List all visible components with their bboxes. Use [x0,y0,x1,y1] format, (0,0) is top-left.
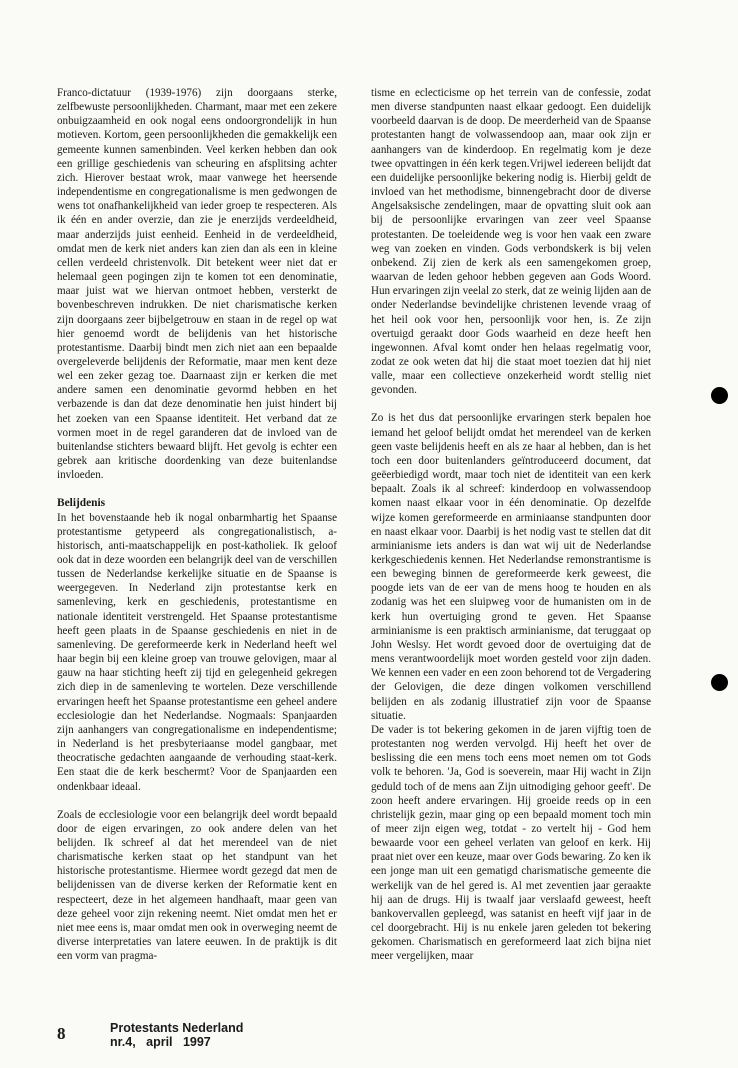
section-heading-belijdenis: Belijdenis [57,497,106,510]
left-paragraph-2: In het bovenstaande heb ik nogal onbarmhartig het Spaanse protestantisme getypeerd als congregationalistisch, a-historisch, anti-maatschappelijk en post-katholiek. Ik geloof ook dat in deze woorden een belangrijk deel van de verschillen tussen de Nederlandse kerkelijke situatie en de Spaanse is weergegeven. In Nederland zijn protestantse kerk en samenleving, kerk en geschiedenis, protestantisme en nationale identiteit verstrengeld. Het Spaanse protestantisme heeft geen plaats in de Spaanse geschiedenis en niet in de samenleving. De gereformeerde kerk in Nederland heeft wel haar begin bij een kleine groep van trouwe gelovigen, maar al gauw na haar stichting heeft zij tijd en gelegenheid gekregen zich diep in de samenleving te wortelen. Deze verschillende ervaringen heeft het Spaanse protestantisme een geheel andere ecclesiologie dan het Nederlandse. Nogmaals: Spanjaarden zijn aanhangers van congregationalisme en independentisme; in Nederland is het presbyteriaanse model gangbaar, met theocratische gedachten aangaande de verhouding staat-kerk. Een staat die de kerk beschermt? Voor de Spanjaarden een ondenkbaar ideaal. [57,511,337,793]
publication-footer [110,1021,243,1049]
issue-info: nr.4, april 1997 [110,1035,211,1049]
page-number: 8 [57,1024,66,1043]
left-paragraph-3: Zoals de ecclesiologie voor een belangrijk deel wordt bepaald door de eigen ervaringen, zo ook andere delen van het belijden. Ik schreef al dat het merendeel van de niet charismatische kerken staat op het standpunt van het historische protestantisme. Hiermee wordt gezegd dat men de belijdenissen van de diverse kerken der Reformatie kent en respecteert, deze in het algemeen handhaaft, maar geen van deze geheel voor zijn rekening neemt. Niet omdat men het er niet mee eens is, maar omdat men ook in overweging neemt de diverse interpretaties van latere eeuwen. In de praktijk is dit een vorm van pragma- [57,808,337,963]
right-paragraph-2: Zo is het dus dat persoonlijke ervaringen sterk bepalen hoe iemand het geloof belijdt omdat het merendeel van de kerken geen vaste belijdenis heeft en als ze haar al hebben, dan is het toch een door buitenlanders geïntroduceerd document, dat geëerbiedigd wordt, maar toch niet de identiteit van een kerk bepaalt. Zoals ik al schreef: kinderdoop en volwassendoop komen naast elkaar voor in één denominatie. Op dezelfde wijze komen gereformeerde en arminiaanse standpunten door en naast elkaar voor. Daarbij is het nodig vast te stellen dat dit arminianisme iets anders is dan wat wij uit de Nederlandse kerkgeschiedenis kennen. Het Nederlandse remonstrantisme is een beweging binnen de gereformeerde kerk geweest, die poogde iets van de eer van de mens hoog te houden en als zodanig was het een sluipweg voor de humanisten om in de kerk hun overtuiging grond te geven. Het Spaanse arminianisme is een praktisch arminianisme, dat teruggaat op John Weslsy. Het wordt gevoed door de overtuiging dat de mens verantwoordelijk moet worden gesteld voor zijn daden. We kennen een vader en een zoon behorend tot de Vergadering der Gelovigen, die deze dingen volkomen verschillend belijden en als zodanig illustratief zijn voor de Spaanse situatie. [371,412,651,722]
left-paragraph-1: Franco-dictatuur (1939-1976) zijn doorgaans sterke, zelfbewuste persoonlijkheden. Charmant, maar met een zekere onbuigzaamheid en ook nogal eens ondoorgrondelijk in hun motieven. Kortom, geen persoonlijkheden die gemakkelijk een gemeente kunnen samenbinden. Veel kerken hebben dan ook een grillige geschiedenis van scheuring en afsplitsing achter zich. Hierover bestaat wrok, maar vanwege het heersende independentisme en congregationalisme is men gedwongen de wens tot onafhankelijkheid van ieder groep te respecteren. Als ik één en ander overzie, dan zie je enerzijds verdeeldheid, maar anderzijds juist eenheid. Eenheid in de verdeeldheid, omdat men de kerk niet anders kan zien dan als een in kleine cellen verdeeld christenvolk. Dit betekent weer niet dat er helemaal geen pogingen zijn te komen tot een denominatie, maar juist wat we hiervan ontmoet hebben, versterkt de bovenbeschreven indrukken. De niet charismatische kerken zijn doorgaans zeer bijbelgetrouw en staan in de regel op wat hier genoemd wordt de belijdenis van het historische protestantisme. Daarbij bindt men zich niet aan een bepaalde overgeleverde belijdenis der Reformatie, maar men kent deze wel een zeker gezag toe. Daarnaast zijn er kerken die met andere samen een denominatie gevormd hebben en het verbazende is dan dat deze denominatie hen juist hindert bij het zoeken van een Spaanse identiteit. Het verband dat ze vormen moet in de regel garanderen dat de invloed van de buitenlandse stichters bewaard blijft. Het gevolg is echter een gebrek aan kritische doordenking van deze buitenlandse invloeden. [57,87,337,482]
right-paragraph-3: De vader is tot bekering gekomen in de jaren vijftig toen de protestanten nog werden vervolgd. Hij heeft het over de beslissing die een mens toch eens moet nemen om tot Gods volk te behoren. 'Ja, God is soeverein, maar Hij wacht in Zijn geduld toch of de mens aan Zijn uitnodiging gehoor geeft'. De zoon heeft andere ervaringen. Hij groeide reeds op in een christelijk gezin, maar ging op een bepaald moment toch min of meer zijn eigen weg, totdat - zo vertelt hij - God hem bewaarde voor een geheel verlaten van geloof en kerk. Hij praat niet over een keuze, maar over Gods bewaring. Zo ken ik een jonge man uit een gematigd charismatische gemeente die werkelijk van de hel gered is. Al met zeventien jaar geraakte hij aan de drugs. Hij is twaalf jaar verslaafd geweest, heeft bankovervallen gepleegd, was satanist en heeft vijf jaar in de cel doorgebracht. Hij is nu enkele jaren geleden tot bekering gekomen. Charismatisch en gereformeerd laat zich bijna niet meer vergelijken, maar [371,723,651,963]
punch-hole-bottom [711,674,728,691]
punch-hole-top [711,387,728,404]
left-column [57,86,337,963]
right-column [371,86,651,964]
publication-title: Protestants Nederland [110,1021,244,1035]
right-paragraph-1: tisme en eclecticisme op het terrein van de confessie, zodat men diverse standpunten naast elkaar gedoogt. Een duidelijk voorbeeld daarvan is de doop. De meerderheid van de Spaanse protestanten hangt de volwassendoop aan, maar ook zijn er aanhangers van de kinderdoop. En regelmatig kom je deze twee opvattingen in één kerk tegen.Vrijwel iedereen belijdt dat een duidelijke persoonlijke bekering nodig is. Hierbij geldt de invloed van het methodisme, binnengebracht door de diverse Angelsaksische zendelingen, maar de opvatting sluit ook aan bij de persoonlijke ervaringen van zeer veel Spaanse protestanten. De toeleidende weg is voor hen vaak een zware weg van zoeken en vinden. Gods verbondskerk is bij velen onbekend. Zij zien de kerk als een samengekomen groep, waarvan de leden gehoor hebben gegeven aan Gods Woord. Hun ervaringen zijn veelal zo sterk, dat ze weinig lijden aan de onder Nederlandse bevindelijke christenen levende vraag of het heil ook voor hen, persoonlijk voor hen, is. Ze zijn overtuigd geraakt door Gods waarheid en deze heeft hen ingewonnen. Afval komt onder hen helaas regelmatig voor, zodat ze ook weten dat hij die staat moet toezien dat hij niet valle, maar een collectieve onzekerheid wordt stellig niet gevonden. [371,87,651,397]
